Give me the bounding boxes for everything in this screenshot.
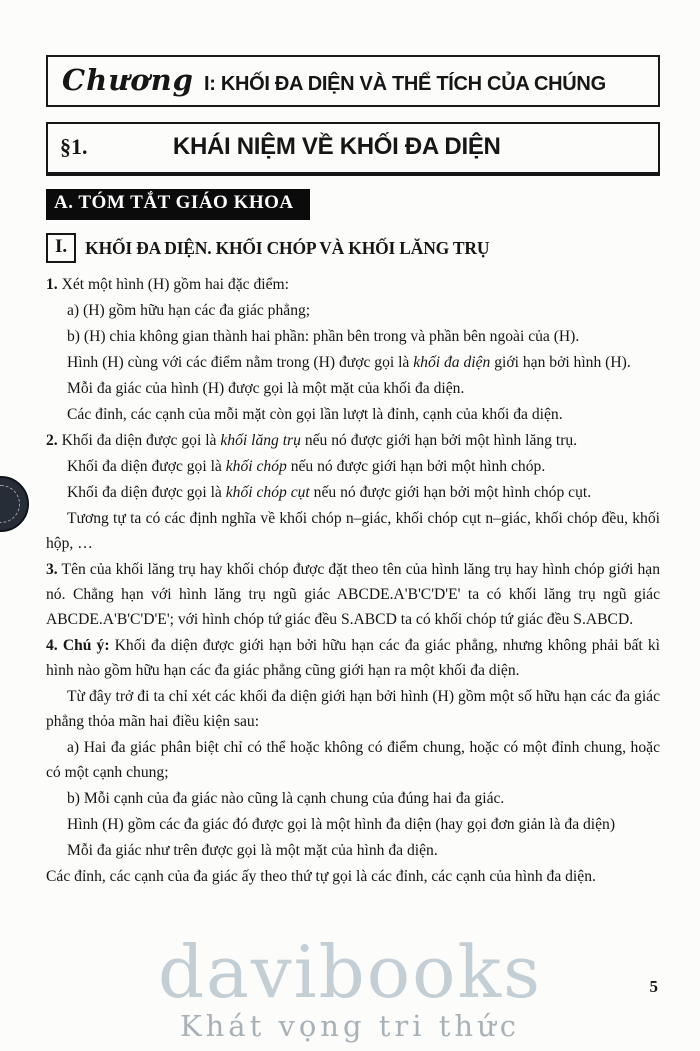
- paragraph-text: Mỗi đa giác như trên được gọi là một mặt của hình đa diện.: [67, 842, 438, 859]
- italic-term: khối lăng trụ: [220, 432, 301, 449]
- paragraph-2b: [46, 480, 660, 505]
- paragraph-4: [46, 633, 660, 683]
- section-title: KHÁI NIỆM VỀ KHỐI ĐA DIỆN: [172, 133, 501, 160]
- paragraph-1b: [46, 324, 660, 349]
- paragraph-4b: [46, 735, 660, 785]
- italic-term: khối chóp cụt: [225, 484, 310, 501]
- section-number: §1.: [60, 134, 88, 159]
- italic-term: khối đa diện: [413, 354, 491, 371]
- item-number: 2.: [46, 432, 58, 449]
- subsection-numeral: I.: [46, 233, 76, 263]
- chapter-header: [46, 55, 660, 107]
- paragraph-text: Khối đa diện được gọi là: [67, 484, 226, 501]
- paragraph-text: a) Hai đa giác phân biệt chỉ có thể hoặc không có điểm chung, hoặc có một đỉnh chung, hoặc có một cạnh chung;: [46, 739, 660, 781]
- paragraph-text: Khối đa diện được gọi là: [61, 432, 221, 449]
- paragraph-text: b) Mỗi cạnh của đa giác nào cũng là cạnh chung của đúng hai đa giác.: [67, 790, 505, 807]
- chapter-word: Chương: [62, 63, 194, 97]
- italic-term: khối chóp: [225, 458, 287, 475]
- paragraph-text: Các đỉnh, các cạnh của mỗi mặt còn gọi lần lượt là đỉnh, cạnh của khối đa diện.: [67, 406, 563, 423]
- paragraph-3: [46, 557, 660, 632]
- paragraph-4a: [46, 684, 660, 734]
- paragraph-text: Khối đa diện được giới hạn bởi hữu hạn các đa giác phẳng, nhưng không phải bất kì hình nào gồm hữu hạn các đa giác phẳng cũng giới hạn ra một khối đa diện.: [46, 637, 661, 679]
- paragraph-2: [46, 428, 660, 453]
- paragraph-text: Từ đây trở đi ta chỉ xét các khối đa diện giới hạn bởi hình (H) gồm một số hữu hạn các đa giác phẳng thỏa mãn hai điều kiện sau:: [46, 688, 660, 730]
- paragraph-text: nếu nó được giới hạn bởi một hình lăng trụ.: [300, 432, 578, 449]
- paragraph-text: Tương tự ta có các định nghĩa về khối chóp n–giác, khối chóp cụt n–giác, khối chóp đều, khối hộp, …: [46, 510, 660, 552]
- body-content: [46, 272, 660, 889]
- paragraph-1c: [46, 350, 660, 375]
- paragraph-text: b) (H) chia không gian thành hai phần: phần bên trong và phần bên ngoài của (H).: [67, 328, 580, 345]
- paragraph-text: Tên của khối lăng trụ hay khối chóp được đặt theo tên của hình lăng trụ hay hình chóp giới hạn nó. Chẳng hạn với hình lăng trụ ngũ giác ABCDE.A'B'C'D'E' ta có khối lăng trụ ngũ giác ABCDE.A'B'C'D'E'; với hình chóp tứ giác đều S.ABCD ta có khối chóp tứ giác đều S.ABCD.: [46, 561, 660, 628]
- paragraph-text: Các đỉnh, các cạnh của đa giác ấy theo thứ tự gọi là các đỉnh, các cạnh của hình đa diện.: [46, 868, 596, 885]
- note-label: Chú ý:: [62, 637, 110, 654]
- subsection-heading: [46, 233, 660, 263]
- paragraph-1e: [46, 402, 660, 427]
- paragraph-text: Hình (H) cùng với các điểm nằm trong (H) được gọi là: [67, 354, 414, 371]
- chapter-title: I: KHỐI ĐA DIỆN VÀ THỂ TÍCH CỦA CHÚNG: [203, 73, 606, 95]
- paragraph-4d: [46, 812, 660, 837]
- paragraph-1a: [46, 298, 660, 323]
- paragraph-text: nếu nó được giới hạn bởi một hình chóp cụt.: [309, 484, 592, 501]
- watermark: [0, 930, 700, 1045]
- paragraph-text: Khối đa diện được gọi là: [67, 458, 226, 475]
- watermark-brand: davibooks: [157, 930, 543, 1014]
- paragraph-text: Xét một hình (H) gồm hai đặc điểm:: [61, 276, 289, 293]
- paragraph-2a: [46, 454, 660, 479]
- paragraph-text: nếu nó được giới hạn bởi một hình chóp.: [286, 458, 546, 475]
- paragraph-2c: [46, 506, 660, 556]
- page-number: 5: [649, 977, 658, 996]
- item-number: 3.: [46, 561, 58, 578]
- part-a-heading: A. TÓM TẮT GIÁO KHOA: [46, 189, 310, 220]
- paragraph-1: [46, 272, 660, 297]
- part-a-heading-row: [46, 176, 660, 220]
- subsection-title: KHỐI ĐA DIỆN. KHỐI CHÓP VÀ KHỐI LĂNG TRỤ: [85, 237, 490, 258]
- paragraph-4e: [46, 838, 660, 863]
- item-number: 1.: [46, 276, 58, 293]
- paragraph-4c: [46, 786, 660, 811]
- item-number: 4.: [46, 637, 58, 654]
- watermark-slogan: Khát vọng tri thức: [179, 1009, 521, 1043]
- paragraph-1d: [46, 376, 660, 401]
- paragraph-text: a) (H) gồm hữu hạn các đa giác phẳng;: [67, 302, 311, 319]
- paragraph-4f: [46, 864, 660, 889]
- paragraph-text: giới hạn bởi hình (H).: [490, 354, 631, 371]
- paragraph-text: Mỗi đa giác của hình (H) được gọi là một mặt của khối đa diện.: [67, 380, 465, 397]
- paragraph-text: Hình (H) gồm các đa giác đó được gọi là một hình đa diện (hay gọi đơn giản là đa diện): [67, 816, 616, 833]
- section-header: [46, 122, 660, 176]
